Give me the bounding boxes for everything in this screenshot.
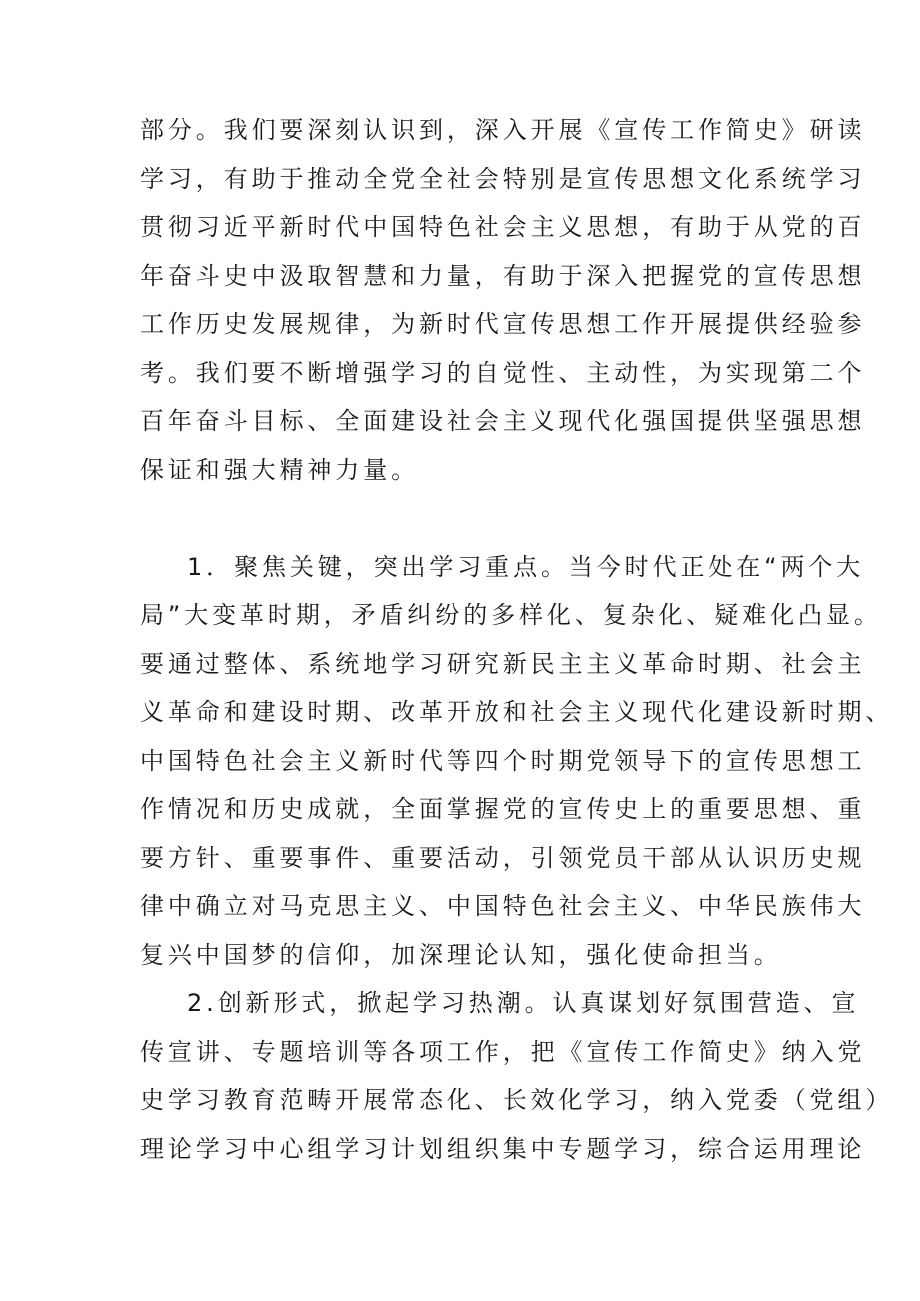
paragraph-2-line-1: 1．聚焦关键，突出学习重点。当今时代正处在“两个大 bbox=[187, 553, 865, 581]
paragraph-2-line-7: 要方针、重要事件、重要活动，引领党员干部从认识历史规 bbox=[140, 844, 866, 872]
paragraph-1-line-6: 考。我们要不断增强学习的自觉性、主动性，为实现第二个 bbox=[140, 359, 866, 387]
paragraph-3-line-4: 理论学习中心组学习计划组织集中专题学习，综合运用理论 bbox=[140, 1135, 866, 1163]
paragraph-1-line-5: 工作历史发展规律，为新时代宣传思想工作开展提供经验参 bbox=[140, 310, 866, 338]
paragraph-1-line-4: 年奋斗史中汲取智慧和力量，有助于深入把握党的宣传思想 bbox=[140, 262, 866, 290]
paragraph-3-line-1: 2.创新形式，掀起学习热潮。认真谋划好氛围营造、宣 bbox=[187, 989, 860, 1017]
paragraph-1-line-3: 贯彻习近平新时代中国特色社会主义思想，有助于从党的百 bbox=[140, 213, 866, 241]
paragraph-1-line-7: 百年奋斗目标、全面建设社会主义现代化强国提供坚强思想 bbox=[140, 407, 866, 435]
paragraph-2-line-2: 局”大变革时期，矛盾纠纷的多样化、复杂化、疑难化凸显。 bbox=[140, 601, 882, 629]
paragraph-3-line-2: 传宣讲、专题培训等各项工作，把《宣传工作简史》纳入党 bbox=[140, 1038, 866, 1066]
paragraph-2-line-3: 要通过整体、系统地学习研究新民主主义革命时期、社会主 bbox=[140, 650, 866, 678]
paragraph-1-line-1: 部分。我们要深刻认识到，深入开展《宣传工作简史》研读 bbox=[140, 116, 866, 144]
paragraph-3-line-3: 史学习教育范畴开展常态化、长效化学习，纳入党委（党组） bbox=[140, 1086, 894, 1114]
paragraph-1-line-8: 保证和强大精神力量。 bbox=[140, 456, 419, 484]
paragraph-2-line-4: 义革命和建设时期、改革开放和社会主义现代化建设新时期、 bbox=[140, 698, 894, 726]
paragraph-2-line-8: 律中确立对马克思主义、中国特色社会主义、中华民族伟大 bbox=[140, 892, 866, 920]
paragraph-1-line-2: 学习，有助于推动全党全社会特别是宣传思想文化系统学习 bbox=[140, 165, 866, 193]
paragraph-2-line-9: 复兴中国梦的信仰，加深理论认知，强化使命担当。 bbox=[140, 941, 782, 969]
paragraph-2-line-6: 作情况和历史成就，全面掌握党的宣传史上的重要思想、重 bbox=[140, 795, 866, 823]
paragraph-2-line-5: 中国特色社会主义新时代等四个时期党领导下的宣传思想工 bbox=[140, 747, 866, 775]
